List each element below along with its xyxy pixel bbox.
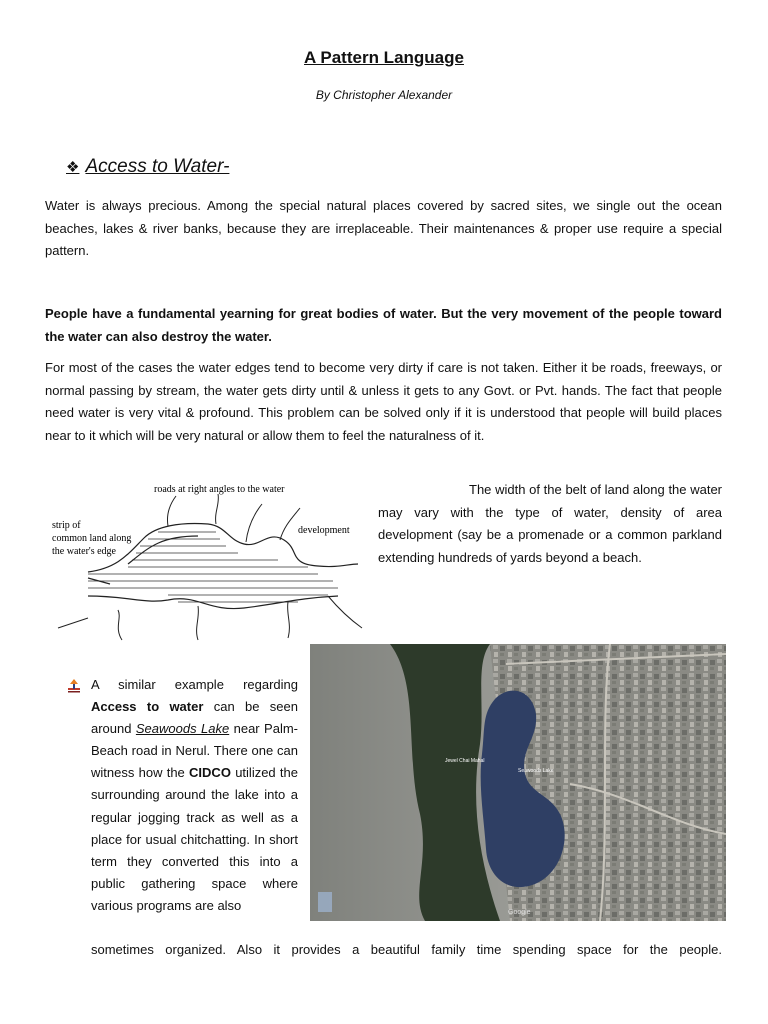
- map-label-google: Google: [508, 909, 531, 916]
- sketch-label-top: roads at right angles to the water: [154, 484, 285, 495]
- map-label-2: Seawoods Lake: [518, 768, 554, 774]
- page-title: A Pattern Language: [304, 48, 464, 67]
- bullet-text-3: near Palm-Beach road in Nerul. There one can witness how the: [91, 721, 298, 781]
- sketch-label-right: development: [298, 525, 350, 536]
- bullet-text-1: A similar example regarding: [91, 677, 298, 692]
- bullet-bold-access: Access to water: [91, 699, 204, 715]
- sketch-label-left-1: strip of: [52, 520, 81, 531]
- bullet-text-4: utilized the surrounding around the lake into a regular jogging track as well as a place for usual chitchatting. In short term they converted this into a public gathering space where various programs are also: [91, 765, 298, 913]
- author-byline: By Christopher Alexander: [315, 88, 453, 102]
- diamond-bullet-icon: ❖: [66, 159, 80, 176]
- pointer-bullet-icon: [66, 678, 82, 694]
- side-paragraph-text: The width of the belt of land along the water may vary with the type of water, density of area development (say be a promenade or a common parkland extending hundreds of yards beyond a beach.: [378, 482, 722, 565]
- bullet-paragraph: [91, 674, 298, 917]
- satellite-map-image: [310, 644, 726, 921]
- bullet-last-line: sometimes organized. Also it provides a beautiful family time spending space for the people.: [91, 942, 722, 957]
- map-label-1: Jewel Chai Mahal: [445, 758, 485, 764]
- paragraph-emphasis: People have a fundamental yearning for great bodies of water. But the very movement of the people toward the water can also destroy the water.: [45, 306, 722, 344]
- section-heading: [66, 156, 229, 178]
- paragraph-body: For most of the cases the water edges tend to become very dirty if care is not taken. Either it be roads, freeways, or normal passing by stream, the water gets dirty until & unless it gets to any Govt. or Pvt. hands. The fact that people need water is very vital & profound. This problem can be solved only if it is understood that people will build places near to it which will be very natural or allow them to feel the naturalness of it.: [45, 360, 722, 443]
- bullet-text-2: can be seen around: [91, 699, 298, 737]
- bullet-bold-cidco: CIDCO: [189, 765, 231, 781]
- section-heading-text: Access to Water-: [85, 156, 230, 177]
- water-edge-sketch: [48, 478, 366, 644]
- map-thumbnail-icon: [318, 892, 332, 912]
- sketch-label-left-2: common land along: [52, 533, 132, 544]
- side-paragraph: [378, 479, 722, 569]
- sketch-label-left-3: the water's edge: [52, 546, 116, 557]
- seawoods-lake-link[interactable]: Seawoods Lake: [135, 721, 230, 737]
- paragraph-intro: Water is always precious. Among the special natural places covered by sacred sites, we single out the ocean beaches, lakes & river banks, because they are irreplaceable. Their maintenances & proper use require a special pattern.: [45, 198, 722, 258]
